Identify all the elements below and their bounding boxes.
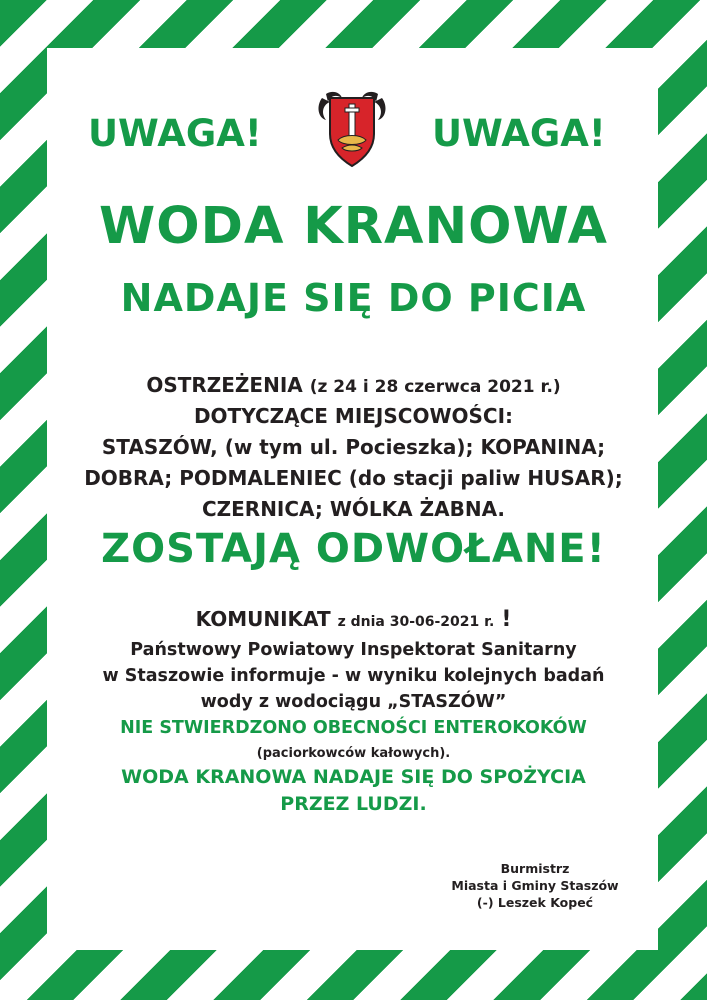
signature-title: Burmistrz — [500, 861, 570, 876]
warnings-line: STASZÓW, (w tym ul. Pocieszka); KOPANINA; — [101, 435, 606, 459]
message-title-label: KOMUNIKAT — [195, 607, 331, 631]
signature-name: (-) Leszek Kopeć — [476, 895, 594, 910]
message-line: w Staszowie informuje - w wyniku kolejnych badań — [102, 666, 605, 686]
signature-office: Miasta i Gminy Staszów — [451, 878, 619, 893]
warnings-label: OSTRZEŻENIA — [146, 373, 303, 397]
warnings-line: CZERNICA; WÓLKA ŻABNA. — [201, 497, 506, 521]
uwaga-right-heading: UWAGA! — [432, 112, 606, 155]
warnings-heading — [0, 370, 707, 403]
message-title — [0, 606, 707, 635]
warnings-line: DOTYCZĄCE MIEJSCOWOŚCI: — [193, 404, 514, 428]
message-line: wody z wodociągu „STASZÓW” — [200, 692, 507, 712]
headline-water: WODA KRANOWA — [99, 197, 608, 256]
coat-of-arms-icon — [316, 88, 388, 168]
uwaga-left-heading: UWAGA! — [88, 112, 262, 155]
warnings-dates: (z 24 i 28 czerwca 2021 r.) — [309, 377, 561, 397]
headline-drinkable: NADAJE SIĘ DO PICIA — [120, 276, 587, 320]
message-conclusion: WODA KRANOWA NADAJE SIĘ DO SPOŻYCIA — [121, 766, 586, 788]
message-conclusion: PRZEZ LUDZI. — [280, 793, 427, 815]
message-title-bang: ! — [501, 607, 512, 632]
message-note: (paciorkowców kałowych). — [256, 746, 451, 761]
revoked-heading: ZOSTAJĄ ODWOŁANE! — [101, 526, 606, 572]
warnings-line: DOBRA; PODMALENIEC (do stacji paliw HUSAR); — [84, 466, 623, 490]
message-finding: NIE STWIERDZONO OBECNOŚCI ENTEROKOKÓW — [120, 718, 587, 738]
message-line: Państwowy Powiatowy Inspektorat Sanitarny — [130, 640, 577, 660]
message-title-date: z dnia 30-06-2021 r. — [337, 614, 495, 630]
